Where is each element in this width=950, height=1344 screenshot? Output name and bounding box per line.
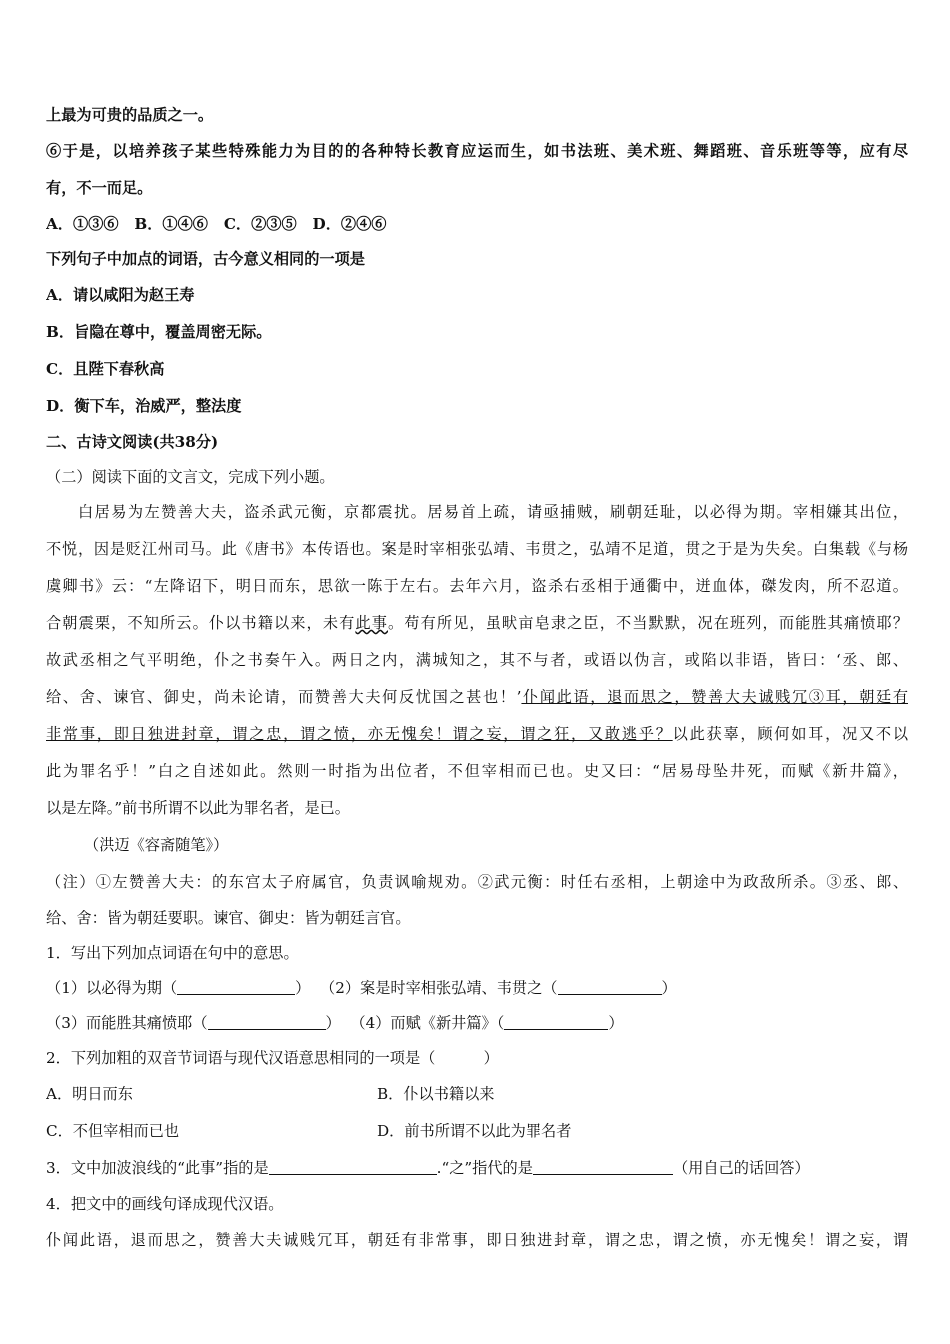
passage-line: 给、舍、谏官、御史，尚未论请，而赞善大夫何反忧国之甚也！’仆闻此语，退而思之，赞善大夫诚贱冗③耳，朝廷有 <box>46 688 908 706</box>
answer-blank[interactable] <box>269 1160 437 1175</box>
q1-stem: 1．写出下列加点词语在句中的意思。 <box>46 944 299 962</box>
annotation-line: （注）①左赞善大夫：的东宫太子府属官，负责讽喻规劝。②武元衡：时任右丞相，上朝途中为政敌所杀。③丞、郎、 <box>46 873 908 891</box>
section-title: 二、古诗文阅读(共38分) <box>46 433 219 451</box>
q4-sentence: 仆闻此语，退而思之，赞善大夫诚贱冗耳，朝廷有非常事，即日独进封章，谓之忠，谓之愤，亦无愧矣！谓之妄，谓 <box>46 1231 908 1249</box>
underlined-sentence: 仆闻此语，退而思之，赞善大夫诚贱冗③耳，朝廷有 <box>521 688 908 706</box>
prev-question-text: 上最为可贵的品质之一。 <box>46 106 214 124</box>
question-stem: 下列句子中加点的词语，古今意义相同的一项是 <box>46 250 365 268</box>
passage-line: 合朝震栗，不知所云。仆以书籍以来，未有此事。苟有所见，虽畎亩皂隶之臣，不当默默，况在班列，而能胜其痛愤耶？ <box>46 614 908 632</box>
answer-blank[interactable] <box>504 1015 608 1030</box>
option-d: D．衡下车，治威严，整法度 <box>46 397 242 415</box>
annotation-line: 给、舍：皆为朝廷要职。谏官、御史：皆为朝廷言官。 <box>46 909 411 927</box>
option-a: A．请以咸阳为赵王寿 <box>46 286 195 304</box>
answer-blank[interactable] <box>208 1015 326 1030</box>
wavy-phrase: 此事 <box>355 614 388 632</box>
passage-line: 虞卿书》云：“左降诏下，明日而东，思欲一陈于左右。去年六月，盗杀右丞相于通衢中，迸血体，磔发肉，所不忍道。 <box>46 577 908 595</box>
q3-row: 3．文中加波浪线的“此事”指的是 .“之”指代的是 （用自己的话回答） <box>46 1159 810 1177</box>
q2-stem: 2．下列加粗的双音节词语与现代汉语意思相同的一项是（ ） <box>46 1049 499 1067</box>
passage-source: （洪迈《容斋随笔》） <box>84 836 229 854</box>
underlined-sentence: 非常事，即日独进封章，谓之忠，谓之愤，亦无愧矣！谓之妄，谓之狂，又敢逃乎？ <box>46 725 673 743</box>
option-b: B．仆以书籍以来 <box>377 1085 495 1103</box>
passage-line: 此为罪名乎！”白之自述如此。然则一时指为出位者，不但宰相而已也。史又曰：“居易母坠井死，而赋《新井篇》， <box>46 762 908 780</box>
answer-blank[interactable] <box>177 980 295 995</box>
q1-row: （1）以必得为期（ ） （2）案是时宰相张弘靖、韦贯之（ ） <box>46 979 677 997</box>
q1-row: （3）而能胜其痛愤耶（ ） （4）而赋《新井篇》（ ） <box>46 1014 624 1032</box>
document-page <box>46 98 908 1259</box>
passage-line: 以是左降。”前书所谓不以此为罪名者，是已。 <box>46 799 350 817</box>
q4-stem: 4．把文中的画线句译成现代汉语。 <box>46 1195 284 1213</box>
section-intro: （二）阅读下面的文言文，完成下列小题。 <box>46 468 335 486</box>
prev-question-text: 有，不一而足。 <box>46 179 153 197</box>
option-b: B．旨隐在尊中，覆盖周密无际。 <box>46 323 272 341</box>
option-a: A．明日而东 <box>46 1085 133 1103</box>
prev-question-text: ⑥于是，以培养孩子某些特殊能力为目的的各种特长教育应运而生，如书法班、美术班、舞蹈班、音乐班等等，应有尽 <box>46 142 908 160</box>
passage-line: 故武丞相之气平明绝，仆之书奏午入。两日之内，满城知之，其不与者，或语以伪言，或陷以非语，皆曰：‘丞、郎、 <box>46 651 908 669</box>
option-c: C．且陛下春秋高 <box>46 360 165 378</box>
answer-blank[interactable] <box>533 1160 673 1175</box>
passage-line: 非常事，即日独进封章，谓之忠，谓之愤，亦无愧矣！谓之妄，谓之狂，又敢逃乎？以此获辜，顾何如耳，况又不以 <box>46 725 908 743</box>
q2-options-row <box>46 1113 908 1150</box>
answer-blank[interactable] <box>558 980 662 995</box>
option-c: C．不但宰相而已也 <box>46 1122 180 1140</box>
passage-line: 不悦，因是贬江州司马。此《唐书》本传语也。案是时宰相张弘靖、韦贯之，弘靖不足道，贯之于是为失矣。白集载《与杨 <box>46 540 908 558</box>
option-d: D．前书所谓不以此为罪名者 <box>377 1122 572 1140</box>
answer-options: A．①③⑥ B．①④⑥ C．②③⑤ D．②④⑥ <box>46 215 387 233</box>
q2-options-row <box>46 1076 908 1113</box>
passage-line: 白居易为左赞善大夫，盗杀武元衡，京都震扰。居易首上疏，请亟捕贼，刷朝廷耻，以必得为期。宰相嫌其出位， <box>78 503 908 521</box>
